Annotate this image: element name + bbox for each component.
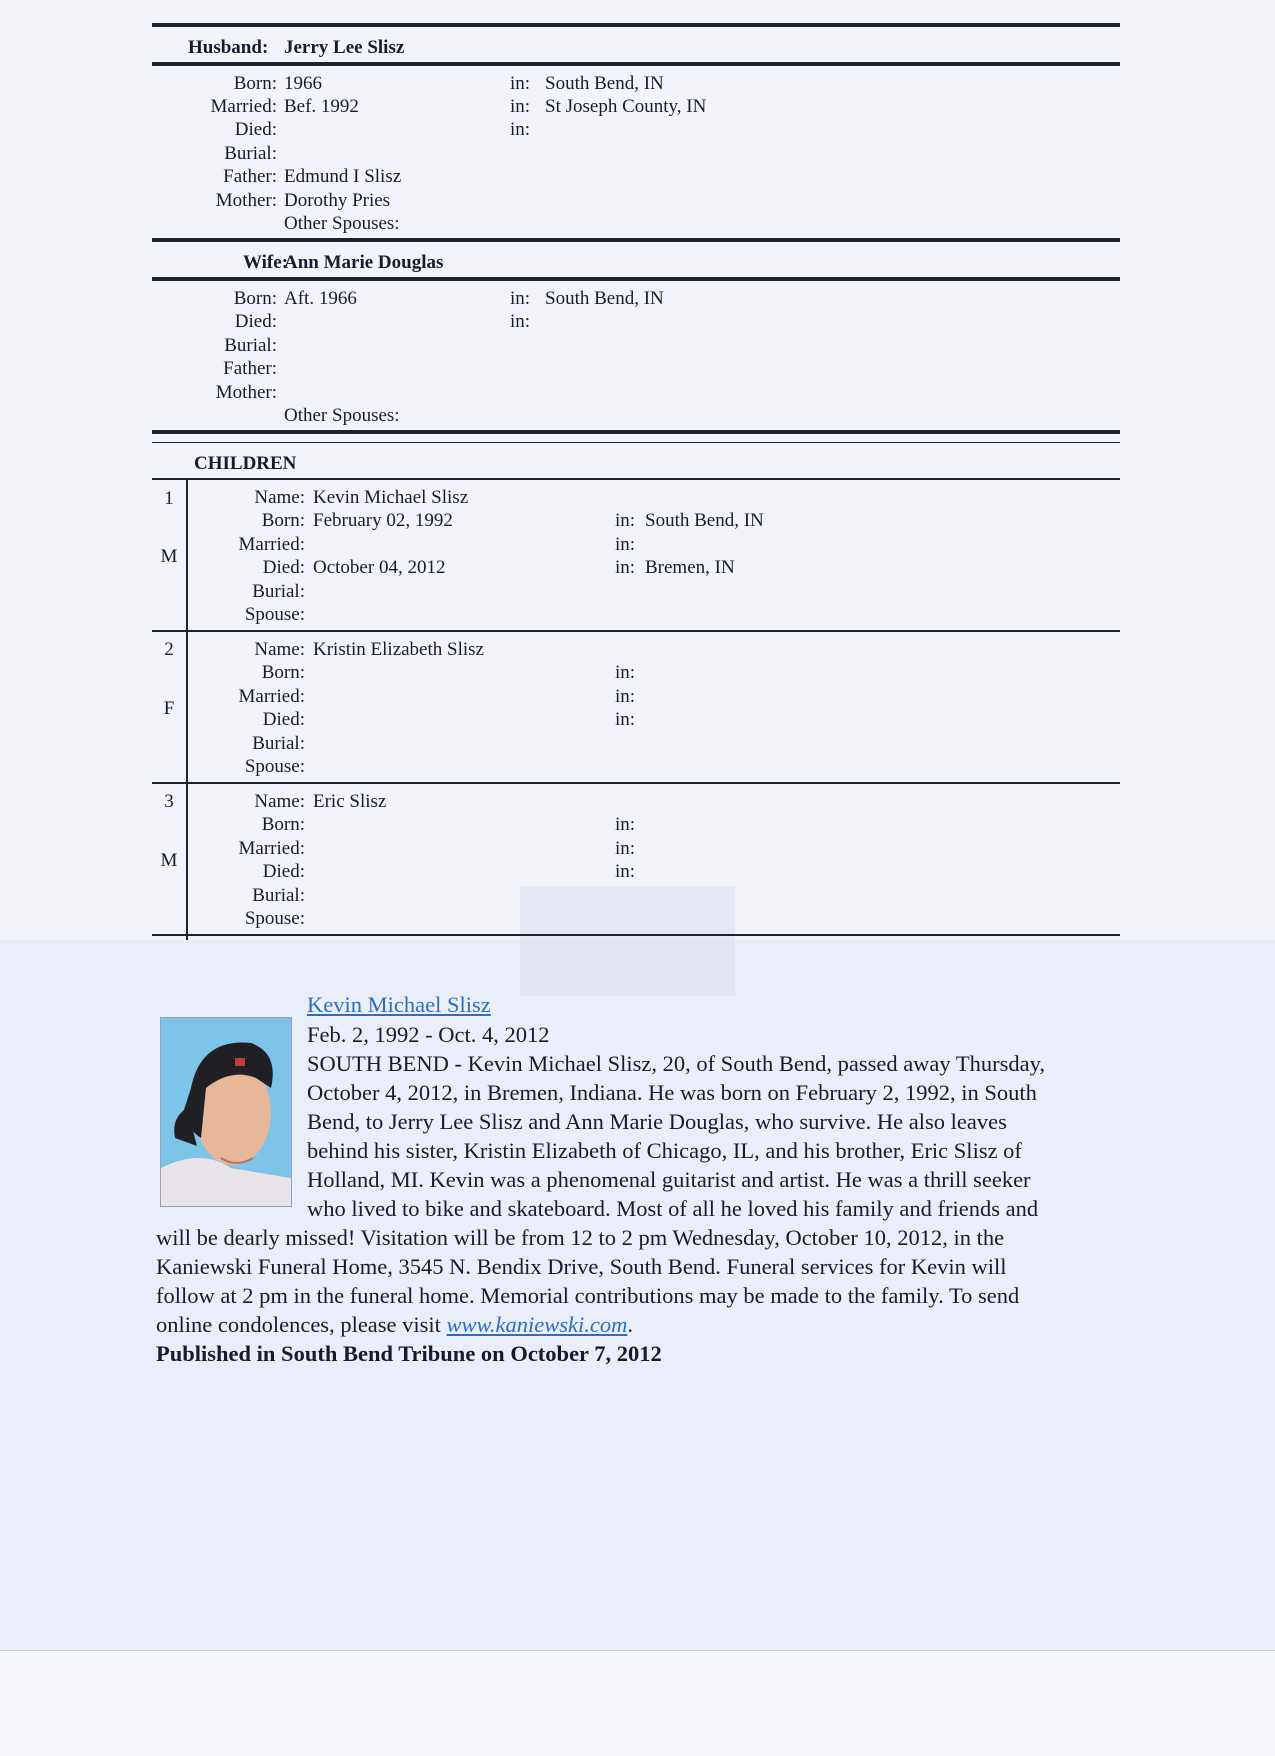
section-rule [152, 442, 1120, 443]
husband-born-label: Born: [233, 73, 277, 94]
child-name: Eric Slisz [313, 791, 387, 812]
children-heading: CHILDREN [194, 453, 297, 474]
obituary-line: behind his sister, Kristin Elizabeth of Chicago, IL, and his brother, Eric Slisz of [307, 1138, 1022, 1163]
wife-label: Wife: [243, 252, 289, 273]
child-born-in: South Bend, IN [645, 510, 764, 531]
section-rule [152, 62, 1120, 66]
wife-born-label: Born: [233, 288, 277, 309]
child-sex: M [160, 546, 178, 567]
obituary-line: SOUTH BEND - Kevin Michael Slisz, 20, of South Bend, passed away Thursday, [307, 1051, 1046, 1076]
portrait-photo [160, 1017, 292, 1207]
child-number: 1 [164, 488, 174, 509]
child-died-in-label: in: [615, 557, 636, 578]
child-number: 2 [164, 639, 174, 660]
husband-mother: Dorothy Pries [284, 190, 391, 211]
child-separator [152, 630, 1120, 632]
child-column-divider [186, 784, 188, 940]
scan-artifact [520, 886, 735, 996]
wife-burial-label: Burial: [224, 335, 277, 356]
child-born-in-label: in: [615, 662, 636, 683]
child-died-label: Died: [262, 861, 305, 882]
wife-died-label: Died: [234, 311, 277, 332]
child-column-divider [186, 632, 188, 782]
page-bottom-margin [0, 1650, 1275, 1756]
portrait-illustration [161, 1018, 291, 1206]
section-rule [152, 430, 1120, 434]
section-rule [152, 238, 1120, 242]
husband-burial-label: Burial: [224, 143, 277, 164]
child-name: Kevin Michael Slisz [313, 487, 469, 508]
husband-born: 1966 [284, 73, 322, 94]
child-column-divider [186, 480, 188, 630]
child-died-label: Died: [262, 709, 305, 730]
wife-died-in-label: in: [510, 311, 531, 332]
obituary-title-link[interactable]: Kevin Michael Slisz [307, 992, 491, 1017]
child-born-in-label: in: [615, 510, 636, 531]
husband-other-spouses-label: Other Spouses: [284, 213, 400, 234]
child-spouse-label: Spouse: [244, 756, 305, 777]
obituary-line: who lived to bike and skateboard. Most of all he loved his family and friends and [307, 1196, 1039, 1221]
wife-name: Ann Marie Douglas [284, 252, 444, 273]
husband-married-in: St Joseph County, IN [545, 96, 707, 117]
husband-married-label: Married: [210, 96, 277, 117]
website-link[interactable]: www.kaniewski.com [446, 1312, 628, 1337]
obituary-dates: Feb. 2, 1992 - Oct. 4, 2012 [307, 1022, 550, 1047]
husband-died-label: Died: [234, 119, 277, 140]
husband-mother-label: Mother: [215, 190, 277, 211]
section-rule [152, 277, 1120, 281]
husband-married: Bef. 1992 [284, 96, 359, 117]
child-married-label: Married: [238, 838, 305, 859]
husband-label: Husband: [188, 37, 269, 58]
child-name-label: Name: [254, 791, 305, 812]
husband-married-in-label: in: [510, 96, 531, 117]
child-born-label: Born: [261, 662, 305, 683]
child-separator [152, 934, 1120, 936]
section-rule [152, 478, 1120, 480]
obituary-line: Kaniewski Funeral Home, 3545 N. Bendix Drive, South Bend. Funeral services for Kevin will [156, 1254, 1007, 1279]
wife-mother-label: Mother: [215, 382, 277, 403]
child-sex: M [160, 850, 178, 871]
child-died: October 04, 2012 [313, 557, 446, 578]
child-name-label: Name: [254, 487, 305, 508]
husband-born-in-label: in: [510, 73, 531, 94]
child-born-label: Born: [261, 510, 305, 531]
child-spouse-label: Spouse: [244, 908, 305, 929]
husband-father: Edmund I Slisz [284, 166, 402, 187]
publication-note: Published in South Bend Tribune on October 7, 2012 [156, 1341, 662, 1366]
child-married-in-label: in: [615, 686, 636, 707]
obituary-line: will be dearly missed! Visitation will be from 12 to 2 pm Wednesday, October 10, 2012, in the [156, 1225, 1005, 1250]
child-number: 3 [164, 791, 174, 812]
child-married-label: Married: [238, 686, 305, 707]
child-died-in-label: in: [615, 861, 636, 882]
obituary-last-line [156, 1310, 633, 1339]
wife-born: Aft. 1966 [284, 288, 357, 309]
child-burial-label: Burial: [252, 581, 305, 602]
child-spouse-label: Spouse: [244, 604, 305, 625]
child-burial-label: Burial: [252, 733, 305, 754]
child-burial-label: Burial: [252, 885, 305, 906]
wife-father-label: Father: [223, 358, 277, 379]
child-name: Kristin Elizabeth Slisz [313, 639, 484, 660]
child-died-in-label: in: [615, 709, 636, 730]
wife-born-in: South Bend, IN [545, 288, 664, 309]
obituary-last-line-suffix: . [627, 1312, 633, 1337]
wife-other-spouses-label: Other Spouses: [284, 405, 400, 426]
obituary-line: Holland, MI. Kevin was a phenomenal guitarist and artist. He was a thrill seeker [307, 1167, 1031, 1192]
child-married-label: Married: [238, 534, 305, 555]
child-married-in-label: in: [615, 534, 636, 555]
obituary-last-line-prefix: online condolences, please visit [156, 1312, 447, 1337]
husband-born-in: South Bend, IN [545, 73, 664, 94]
husband-father-label: Father: [223, 166, 277, 187]
husband-died-in-label: in: [510, 119, 531, 140]
obituary-line: follow at 2 pm in the funeral home. Memorial contributions may be made to the family. To send [156, 1283, 1020, 1308]
obituary-line: October 4, 2012, in Bremen, Indiana. He was born on February 2, 1992, in South [307, 1080, 1037, 1105]
child-died-in: Bremen, IN [645, 557, 735, 578]
child-married-in-label: in: [615, 838, 636, 859]
obituary-line: Bend, to Jerry Lee Slisz and Ann Marie Douglas, who survive. He also leaves [307, 1109, 1007, 1134]
child-born-in-label: in: [615, 814, 636, 835]
wife-born-in-label: in: [510, 288, 531, 309]
child-name-label: Name: [254, 639, 305, 660]
child-died-label: Died: [262, 557, 305, 578]
child-sex: F [163, 698, 175, 719]
section-rule [152, 23, 1120, 27]
husband-name: Jerry Lee Slisz [284, 37, 405, 58]
child-separator [152, 782, 1120, 784]
child-born: February 02, 1992 [313, 510, 453, 531]
child-born-label: Born: [261, 814, 305, 835]
